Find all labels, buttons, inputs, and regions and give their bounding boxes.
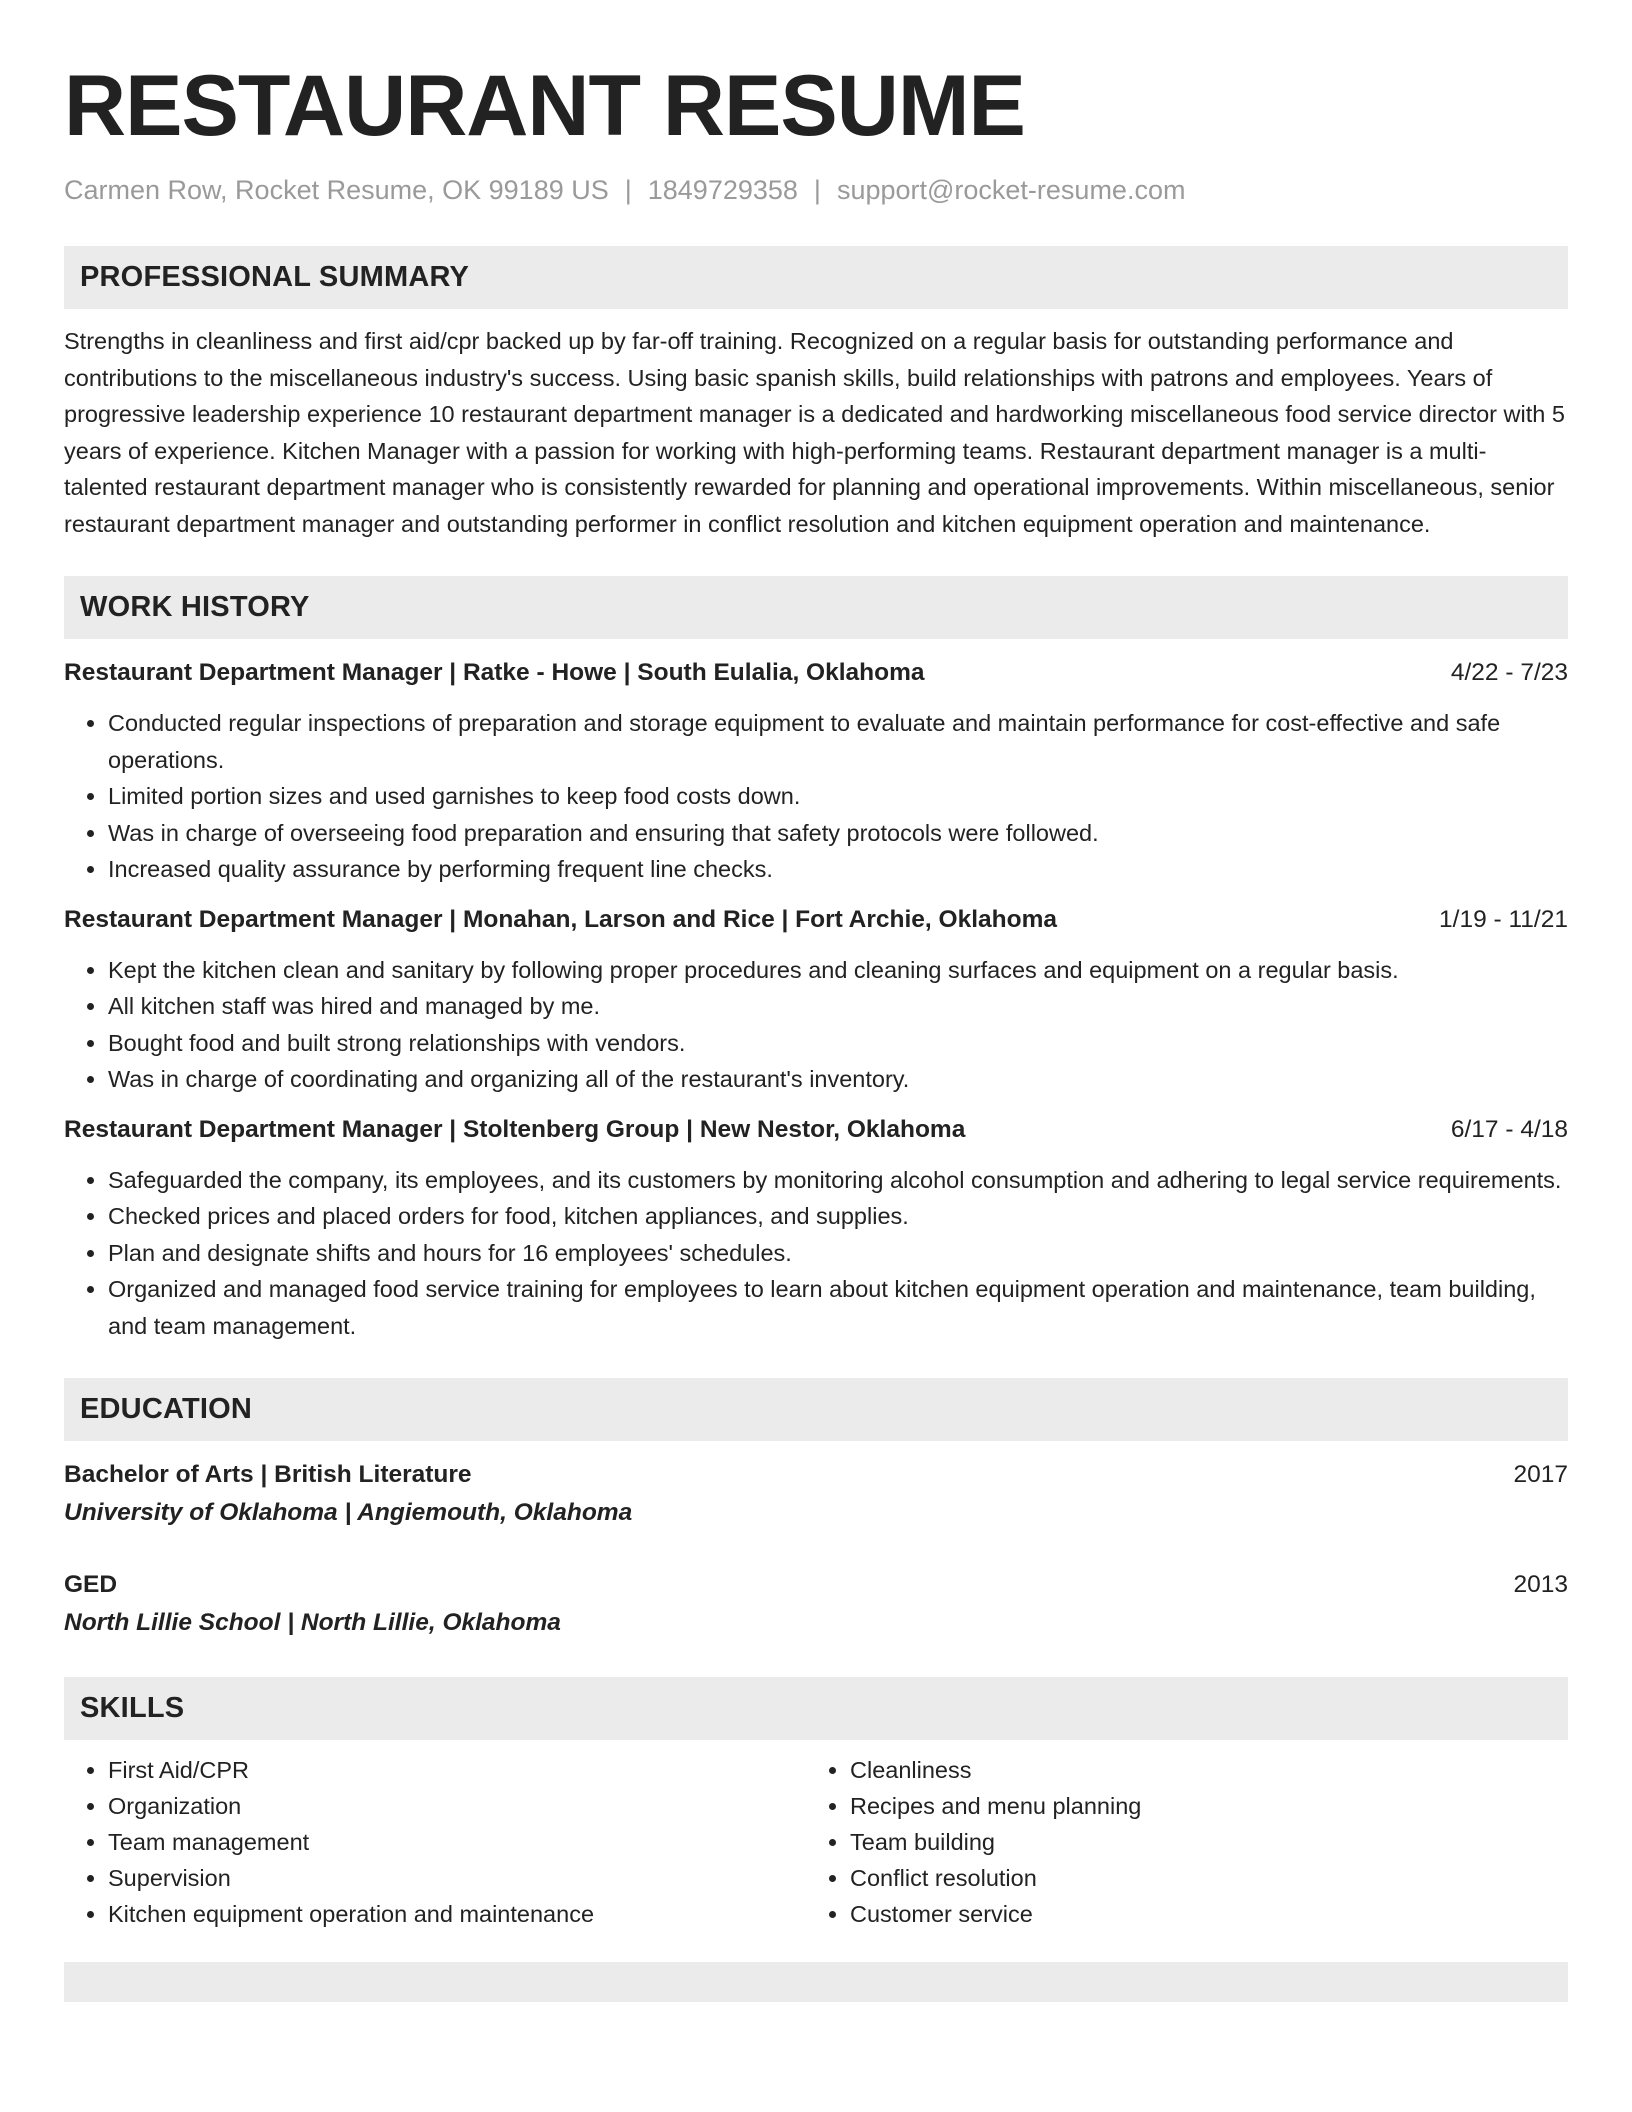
job-entry xyxy=(64,902,1568,1098)
education-entry xyxy=(64,1567,1568,1641)
section-title-summary: PROFESSIONAL SUMMARY xyxy=(80,261,470,293)
skills-column-right xyxy=(806,1740,1548,1932)
job-bullet: • Increased quality assurance by performing frequent line checks. xyxy=(108,851,1568,888)
job-title: Restaurant Department Manager | Ratke - Howe | South Eulalia, Oklahoma xyxy=(64,659,925,686)
job-bullet: • Was in charge of overseeing food preparation and ensuring that safety protocols were followed. xyxy=(108,815,1568,852)
skill-item: • Conflict resolution xyxy=(850,1860,1548,1896)
summary-text: Strengths in cleanliness and first aid/cpr backed up by far-off training. Recognized on a regular basis for outstanding performance and contributions to the miscellaneous industry's success. Using basic spanish skills, build relationships with patrons and employees. Years of progressive leadership experience 10 restaurant department manager is a dedicated and hardworking miscellaneous food service director with 5 years of experience. Kitchen Manager with a passion for working with high-performing teams. Restaurant department manager is a multi-talented restaurant department manager who is consistently rewarded for planning and operational improvements. Within miscellaneous, senior restaurant department manager and outstanding performer in conflict resolution and kitchen equipment operation and maintenance. xyxy=(64,328,1565,537)
contact-separator: | xyxy=(624,175,632,205)
skills-column-left xyxy=(64,1740,806,1932)
skill-item: • Team management xyxy=(108,1824,806,1860)
section-header-summary xyxy=(64,246,1568,309)
contact-phone: 1849729358 xyxy=(647,175,798,205)
skill-item: • Kitchen equipment operation and maintenance xyxy=(108,1896,806,1932)
section-header-skills xyxy=(64,1677,1568,1740)
section-header-work xyxy=(64,576,1568,639)
education-entry xyxy=(64,1457,1568,1531)
job-bullet: • Checked prices and placed orders for food, kitchen appliances, and supplies. xyxy=(108,1198,1568,1235)
contact-line xyxy=(64,172,1568,208)
section-header-education xyxy=(64,1378,1568,1441)
contact-email: support@rocket-resume.com xyxy=(836,175,1186,205)
skill-item: • Organization xyxy=(108,1788,806,1824)
section-title-education: EDUCATION xyxy=(80,1393,253,1425)
job-bullets xyxy=(64,705,1568,888)
job-bullet: • Kept the kitchen clean and sanitary by following proper procedures and cleaning surfaces and equipment on a regular basis. xyxy=(108,952,1568,989)
job-bullet: • Conducted regular inspections of preparation and storage equipment to evaluate and maintain performance for cost-effective and safe operations. xyxy=(108,705,1568,778)
skill-item: • First Aid/CPR xyxy=(108,1752,806,1788)
job-bullet: • Safeguarded the company, its employees, and its customers by monitoring alcohol consumption and adhering to legal service requirements. xyxy=(108,1162,1568,1199)
contact-address: Carmen Row, Rocket Resume, OK 99189 US xyxy=(64,175,609,205)
job-bullets xyxy=(64,952,1568,1098)
skill-item: • Recipes and menu planning xyxy=(850,1788,1548,1824)
contact-separator: | xyxy=(813,175,821,205)
job-bullet: • Organized and managed food service training for employees to learn about kitchen equipment operation and maintenance, team building, and team management. xyxy=(108,1271,1568,1344)
job-bullet: • Was in charge of coordinating and organizing all of the restaurant's inventory. xyxy=(108,1061,1568,1098)
skill-item: • Cleanliness xyxy=(850,1752,1548,1788)
education-degree: Bachelor of Arts | British Literature xyxy=(64,1461,472,1488)
resume-title: RESTAURANT RESUME xyxy=(64,58,1025,154)
education-school: North Lillie School | North Lillie, Oklahoma xyxy=(64,1609,561,1636)
education-degree: GED xyxy=(64,1571,118,1598)
job-bullet: • All kitchen staff was hired and managed by me. xyxy=(108,988,1568,1025)
skill-item: • Supervision xyxy=(108,1860,806,1896)
education-year: 2017 xyxy=(1513,1461,1568,1488)
job-dates: 1/19 - 11/21 xyxy=(1439,905,1568,933)
job-bullet: • Limited portion sizes and used garnishes to keep food costs down. xyxy=(108,778,1568,815)
job-dates: 6/17 - 4/18 xyxy=(1450,1115,1568,1143)
education-school: University of Oklahoma | Angiemouth, Oklahoma xyxy=(64,1499,633,1526)
section-header-next xyxy=(64,1962,1568,2002)
job-bullet: • Bought food and built strong relationships with vendors. xyxy=(108,1025,1568,1062)
job-title: Restaurant Department Manager | Monahan, Larson and Rice | Fort Archie, Oklahoma xyxy=(64,905,1058,933)
education-year: 2013 xyxy=(1513,1571,1568,1598)
section-title-skills: SKILLS xyxy=(80,1692,185,1724)
job-dates: 4/22 - 7/23 xyxy=(1450,659,1568,686)
section-title-work: WORK HISTORY xyxy=(80,591,310,623)
job-bullet: • Plan and designate shifts and hours for 16 employees' schedules. xyxy=(108,1235,1568,1272)
skills-list xyxy=(64,1740,1568,1932)
job-entry xyxy=(64,655,1568,888)
job-entry xyxy=(64,1112,1568,1345)
job-title: Restaurant Department Manager | Stoltenberg Group | New Nestor, Oklahoma xyxy=(64,1115,966,1143)
job-bullets xyxy=(64,1162,1568,1345)
skill-item: • Customer service xyxy=(850,1896,1548,1932)
skill-item: • Team building xyxy=(850,1824,1548,1860)
